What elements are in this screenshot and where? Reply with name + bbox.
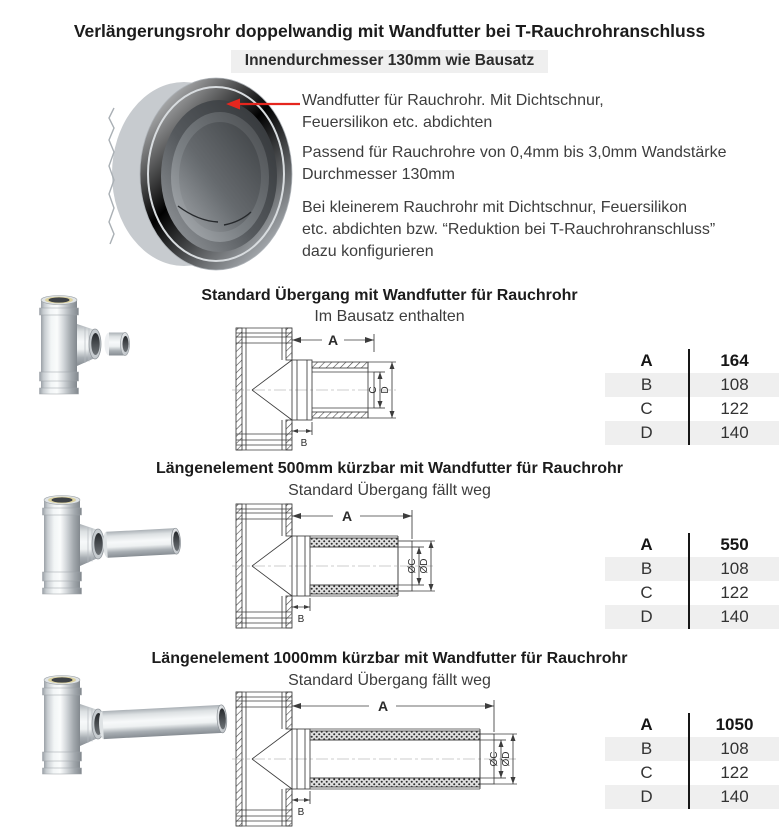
dim-label-a: A — [341, 508, 353, 524]
t-piece — [43, 496, 105, 595]
table-row — [605, 785, 779, 809]
dim-label: A — [605, 713, 690, 737]
section3-product-photo — [36, 674, 228, 778]
dim-value: 1050 — [715, 715, 754, 734]
dim-label-b: B — [300, 438, 308, 449]
table-row — [605, 421, 779, 445]
table-row — [605, 605, 779, 629]
section2-heading: Längenelement 500mm kürzbar mit Wandfutter für Rauchrohr — [155, 460, 624, 477]
section2-product-photo — [36, 494, 181, 596]
table-row — [605, 397, 779, 421]
paragraph-fit: Passend für Rauchrohre von 0,4mm bis 3,0mm Wandstärke Durchmesser 130mm — [302, 144, 727, 183]
section1-technical-drawing — [228, 324, 400, 454]
dim-value: 122 — [720, 763, 749, 782]
dim-label-d: ØD — [501, 751, 512, 767]
dim-label-a: A — [327, 332, 339, 348]
dim-value: 108 — [720, 739, 749, 758]
section2-technical-drawing — [228, 500, 438, 632]
section3-technical-drawing — [228, 688, 520, 830]
dim-value: 164 — [720, 351, 749, 370]
dim-label: D — [605, 421, 690, 445]
dim-label-d: D — [380, 386, 391, 394]
subtitle-bar — [0, 50, 779, 73]
dim-value: 140 — [720, 423, 749, 442]
page-title: Verlängerungsrohr doppelwandig mit Wandfutter bei T-Rauchrohranschluss — [73, 21, 706, 41]
dim-value: 122 — [720, 399, 749, 418]
insulation-section — [310, 585, 398, 594]
table-row — [605, 533, 779, 557]
table-row — [605, 761, 779, 785]
extension-pipe-500 — [102, 528, 181, 558]
dim-label: B — [605, 557, 690, 581]
arrowhead-icon — [226, 99, 240, 110]
dim-value: 108 — [720, 375, 749, 394]
dim-label: C — [605, 581, 690, 605]
table-row — [605, 557, 779, 581]
table-row — [605, 737, 779, 761]
dim-label-d: ØD — [419, 558, 430, 574]
dim-label-c: ØC — [489, 751, 500, 767]
table-row — [605, 713, 779, 737]
dim-label: D — [605, 605, 690, 629]
table-row — [605, 581, 779, 605]
dim-value: 140 — [720, 787, 749, 806]
dim-label-b: B — [297, 807, 305, 818]
dim-value: 550 — [720, 535, 749, 554]
section1-product-photo — [33, 294, 133, 404]
dim-label: A — [605, 349, 690, 373]
section3-dimension-table — [605, 713, 779, 809]
insulation-section — [310, 538, 398, 547]
ribbed-edge — [109, 108, 114, 244]
dim-label: C — [605, 397, 690, 421]
t-piece — [40, 296, 102, 395]
extension-pipe-1000 — [98, 705, 227, 740]
t-piece — [43, 676, 105, 775]
wall-liner-ring — [105, 333, 130, 356]
section1-subheading: Im Bausatz enthalten — [314, 308, 465, 325]
insulation-section — [310, 731, 480, 740]
dim-value: 108 — [720, 559, 749, 578]
dim-label-b: B — [297, 614, 305, 625]
dim-value: 140 — [720, 607, 749, 626]
section2-dimension-table — [605, 533, 779, 629]
paragraph-wall-liner: Wandfutter für Rauchrohr. Mit Dichtschnur, Feuersilikon etc. abdichten — [302, 92, 604, 131]
paragraph-note: Bei kleinerem Rauchrohr mit Dichtschnur, Feuersilikon etc. abdichten bzw. “Reduktion bei T-Rauchrohranschluss” dazu konfigurieren — [302, 199, 716, 260]
dim-label: A — [605, 533, 690, 557]
insulation-section — [310, 778, 480, 787]
section3-heading: Längenelement 1000mm kürzbar mit Wandfutter für Rauchrohr — [151, 650, 628, 667]
dim-label: D — [605, 785, 690, 809]
dim-label-c: C — [368, 386, 379, 394]
section1-dimension-table — [605, 349, 779, 445]
section1-heading: Standard Übergang mit Wandfutter für Rauchrohr — [201, 287, 578, 304]
section3-subheading: Standard Übergang fällt weg — [288, 672, 491, 689]
section2-subheading: Standard Übergang fällt weg — [288, 482, 491, 499]
dim-label-c: ØC — [407, 558, 418, 574]
intro-text-block — [302, 90, 772, 271]
red-pointer-arrow — [226, 96, 304, 112]
table-row — [605, 349, 779, 373]
dim-value: 122 — [720, 583, 749, 602]
dim-label: C — [605, 761, 690, 785]
dim-label-a: A — [377, 698, 389, 714]
dim-label: B — [605, 373, 690, 397]
subtitle-text: Innendurchmesser 130mm wie Bausatz — [231, 50, 548, 73]
table-row — [605, 373, 779, 397]
dim-label: B — [605, 737, 690, 761]
